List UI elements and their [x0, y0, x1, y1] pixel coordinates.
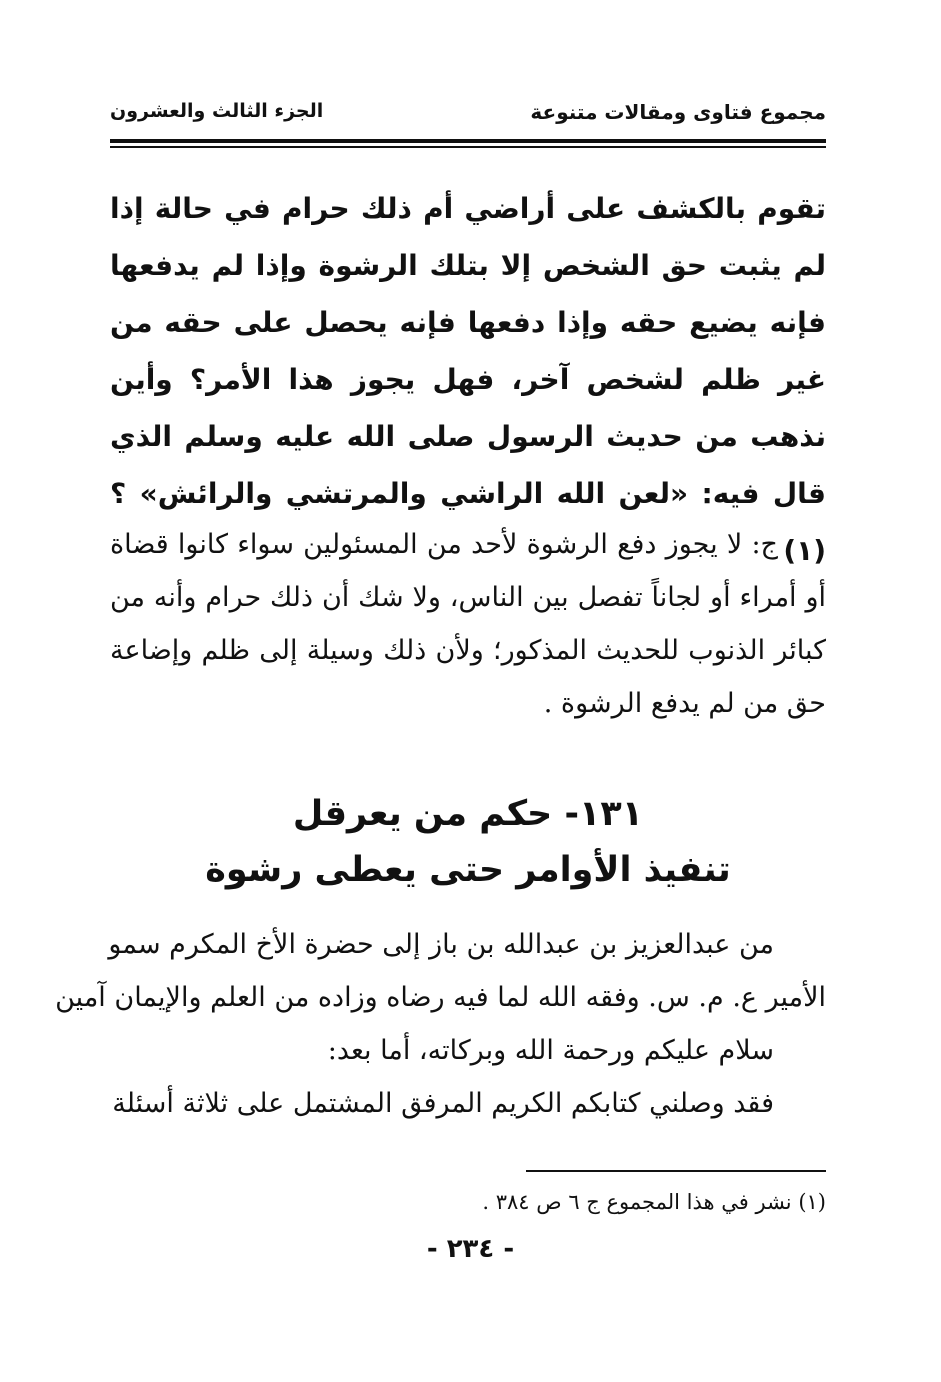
header-rule-bottom	[110, 146, 826, 148]
volume-label: الجزء الثالث والعشرون	[110, 100, 324, 122]
header-rule-top	[110, 139, 826, 143]
letter-line-3: سلام عليكم ورحمة الله وبركاته، أما بعد:	[327, 1035, 774, 1066]
question-paragraph: تقوم بالكشف على أراضي أم ذلك حرام في حالة إذا لم يثبت حق الشخص إلا بتلك الرشوة وإذا لم يدفعها فإنه يضيع حقه وإذا دفعها فإنه يحصل على حقه من غير ظلم لشخص آخر، فهل يجوز هذا الأمر؟ وأين نذهب من حديث الرسول صلى الله عليه وسلم الذي قال فيه: «لعن الله الراشي والمرتشي والرائش» ؟ (١)	[110, 192, 826, 567]
section-heading-line-2: تنفيذ الأوامر حتى يعطى رشوة	[205, 850, 731, 890]
letter-line-4: فقد وصلني كتابكم الكريم المرفق المشتمل على ثلاثة أسئلة	[112, 1088, 774, 1119]
answer-text: ج: لا يجوز دفع الرشوة لأحد من المسئولين سواء كانوا قضاة أو أمراء أو لجاناً تفصل بين الناس، ولا شك أن ذلك حرام وأنه من كبائر الذنوب للحديث المذكور؛ ولأن ذلك وسيلة إلى ظلم وإضاعة حق من لم يدفع الرشوة .	[110, 529, 826, 719]
footnote-separator	[526, 1170, 826, 1172]
section-heading-line-1: ١٣١- حكم من يعرقل	[292, 794, 644, 834]
footnote: (١) نشر في هذا المجموع ج ٦ ص ٣٨٤ .	[482, 1190, 826, 1214]
page-number: - ٢٣٤ -	[426, 1234, 515, 1264]
letter-line-1: من عبدالعزيز بن عبدالله بن باز إلى حضرة الأخ المكرم سمو	[108, 929, 774, 960]
letter-line-2: الأمير ع. م. س. وفقه الله لما فيه رضاه وزاده من العلم والإيمان آمين	[55, 982, 826, 1013]
book-title: مجموع فتاوى ومقالات متنوعة	[530, 100, 826, 124]
answer-paragraph	[110, 518, 826, 730]
running-header	[110, 100, 826, 134]
letter-body	[55, 918, 826, 1130]
section-heading	[110, 786, 826, 898]
